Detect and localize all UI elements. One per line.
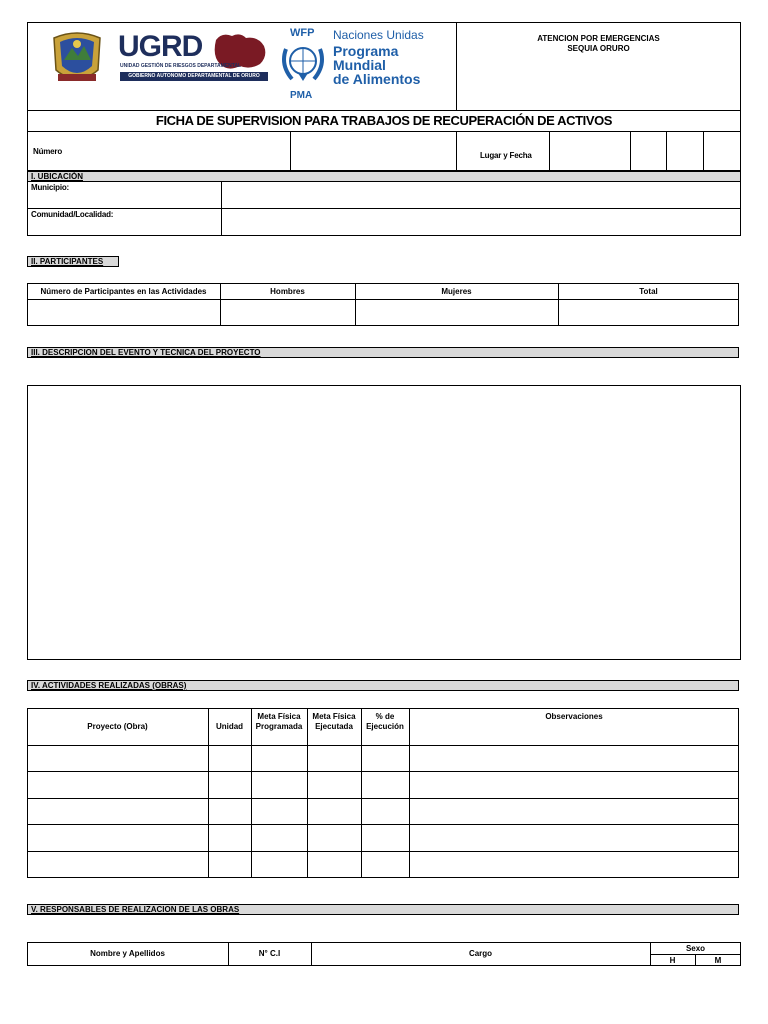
actividades-col-ejecucion: % de Ejecución xyxy=(366,712,404,731)
numero-divider-2 xyxy=(456,131,457,171)
section-3-header: III. DESCRIPCION DEL EVENTO Y TECNICA DEL PROYECTO xyxy=(27,347,739,358)
emergency-line-1: ATENCION POR EMERGENCIAS xyxy=(537,34,660,43)
section-5-header: V. RESPONSABLES DE REALIZACION DE LAS OBRAS xyxy=(27,904,739,915)
actividades-row-cell-4[interactable] xyxy=(28,825,739,851)
section-1-header: I. UBICACIÓN xyxy=(27,171,741,182)
participantes-hombres-cell[interactable] xyxy=(221,300,355,325)
wfp-label: WFP xyxy=(290,27,315,39)
participantes-col-numero: Número de Participantes en las Actividades xyxy=(40,286,207,296)
actividades-col-observaciones: Observaciones xyxy=(545,712,603,721)
actividades-col-meta-programada: Meta Física Programada xyxy=(255,712,303,731)
ugrd-logo xyxy=(118,30,270,86)
actividades-row-cell-3[interactable] xyxy=(28,799,739,824)
participantes-col-mujeres: Mujeres xyxy=(441,286,472,296)
numero-divider xyxy=(290,131,291,171)
participantes-col-hombres: Hombres xyxy=(270,286,305,296)
responsables-col-ci: N° C.I xyxy=(258,949,281,958)
wfp-logo xyxy=(276,27,328,103)
municipio-label: Municipio: xyxy=(31,183,69,192)
program-line-2: Mundial xyxy=(333,57,386,73)
comunidad-field[interactable] xyxy=(222,209,740,235)
lugar-fecha-label: Lugar y Fecha xyxy=(480,151,532,160)
responsables-col-nombre: Nombre y Apellidos xyxy=(90,949,165,958)
ugrd-government-band: GOBIERNO AUTONOMO DEPARTAMENTAL DE ORURO xyxy=(120,72,268,81)
ugrd-wordmark: UGRD xyxy=(118,30,203,63)
participantes-numero-cell[interactable] xyxy=(28,300,220,325)
responsables-col-cargo: Cargo xyxy=(468,949,493,958)
un-name: Naciones Unidas xyxy=(333,28,424,42)
section-2-header: II. PARTICIPANTES xyxy=(27,256,119,267)
program-line-1: Programa xyxy=(333,43,399,59)
actividades-row-cell-5[interactable] xyxy=(28,852,739,877)
sexo-h: H xyxy=(669,955,676,965)
municipio-field[interactable] xyxy=(222,182,740,208)
program-line-3: de Alimentos xyxy=(333,71,421,87)
descripcion-textarea[interactable] xyxy=(27,385,741,660)
actividades-col-unidad: Unidad xyxy=(215,722,244,731)
form-title: FICHA DE SUPERVISION PARA TRABAJOS DE RECUPERACIÓN DE ACTIVOS xyxy=(155,113,613,128)
participantes-mujeres-cell[interactable] xyxy=(356,300,558,325)
participantes-col-total: Total xyxy=(639,286,658,296)
lugar-fecha-field[interactable] xyxy=(550,132,740,170)
ugrd-subtitle: UNIDAD GESTIÓN DE RIESGOS DEPARTAMENTAL xyxy=(120,63,242,69)
actividades-row-cell-2[interactable] xyxy=(28,772,739,798)
sexo-m: M xyxy=(714,955,722,965)
emergency-line-2: SEQUIA ORURO xyxy=(567,44,630,53)
numero-field[interactable] xyxy=(100,131,290,171)
numero-label: Número xyxy=(33,147,63,156)
pma-label: PMA xyxy=(290,90,313,101)
un-wreath-icon xyxy=(278,39,328,89)
participantes-total-cell[interactable] xyxy=(559,300,739,325)
responsables-col-sexo: Sexo xyxy=(685,943,706,953)
actividades-row-cell-1[interactable] xyxy=(28,746,739,771)
actividades-col-meta-ejecutada: Meta Física Ejecutada xyxy=(312,712,356,731)
oruro-crest-logo xyxy=(48,30,106,88)
actividades-col-proyecto: Proyecto (Obra) xyxy=(87,722,148,731)
comunidad-label: Comunidad/Localidad: xyxy=(31,210,114,219)
section-4-header: IV. ACTIVIDADES REALIZADAS (OBRAS) xyxy=(27,680,739,691)
